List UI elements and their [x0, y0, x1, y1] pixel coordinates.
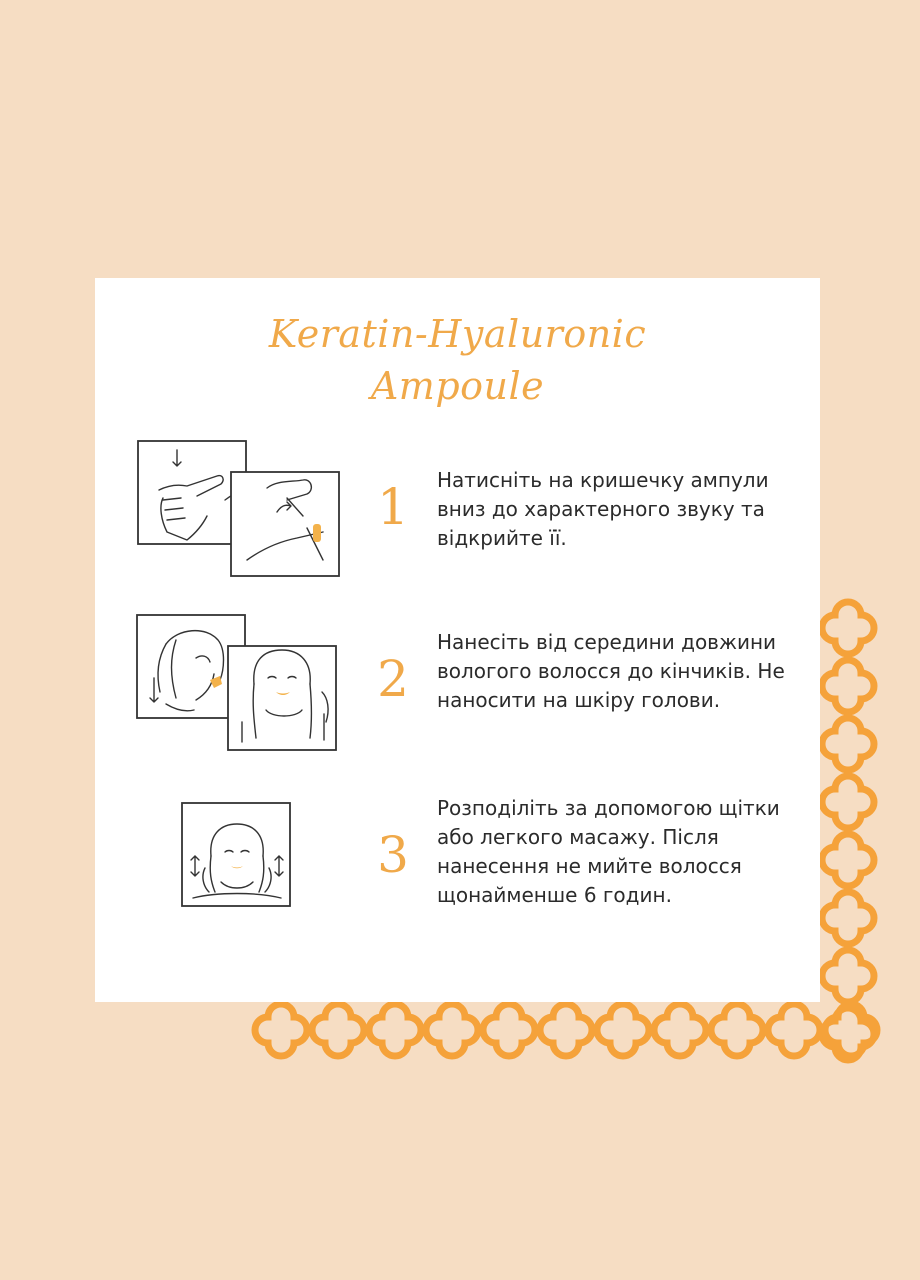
pattern-tile: [822, 602, 874, 654]
step-2-text: Нанесіть від середини довжини вологого волосся до кінчиків. Не наносити на шкіру голови.: [437, 630, 785, 712]
pattern-tile: [768, 1004, 820, 1056]
pattern-tile: [369, 1004, 421, 1056]
ampoule-opening-icon: [137, 440, 347, 578]
step-2-number: 2: [377, 650, 409, 708]
pattern-tile: [540, 1004, 592, 1056]
pattern-tile: [822, 834, 874, 886]
pattern-tile: [822, 950, 874, 1002]
step-1-text: Натисніть на кришечку ампули вниз до характерного звуку та відкрийте її.: [437, 468, 769, 550]
pattern-tile: [597, 1004, 649, 1056]
pattern-tile: [312, 1004, 364, 1056]
title-line-2: Ampoule: [370, 364, 545, 408]
pattern-tile: [426, 1004, 478, 1056]
pattern-tile: [711, 1004, 763, 1056]
step-3-number: 3: [377, 826, 409, 884]
apply-to-hair-icon: [136, 614, 340, 752]
pattern-tile: [654, 1004, 706, 1056]
step-1-number: 1: [377, 478, 409, 536]
step-3-text: Розподіліть за допомогою щітки або легкого масажу. Після нанесення не мийте волосся щонайменше 6 годин.: [437, 796, 780, 907]
pattern-tile: [822, 776, 874, 828]
instruction-card: [95, 278, 820, 1002]
title-line-1: Keratin-Hyaluronic: [268, 312, 647, 356]
pattern-tile: [822, 660, 874, 712]
pattern-tile: [483, 1004, 535, 1056]
product-title: [95, 308, 820, 412]
pattern-tile: [255, 1004, 307, 1056]
pattern-tile: [822, 892, 874, 944]
pattern-tile: [822, 718, 874, 770]
massage-hair-icon: [181, 802, 293, 909]
